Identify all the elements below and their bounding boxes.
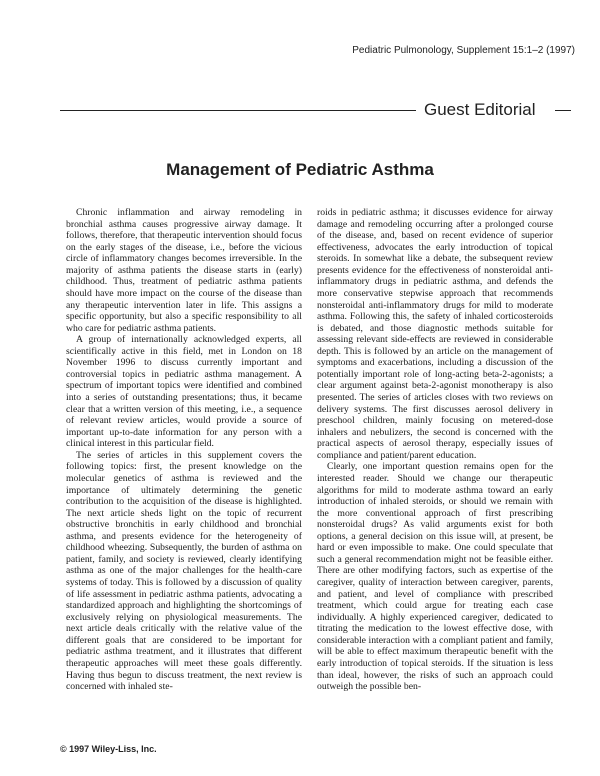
- paragraph: A group of internationally acknowledged experts, all scientifically active in this field, met in London on 18 November 1996 to discuss currently important and controversial topics in pediatric asthma management. A spectrum of important topics were identified and combined into a series of outstanding presentations; thus, it became clear that a written version of this meeting, i.e., a sequence of relevant review articles, would provide a source of important up-to-date information for any person with a clinical interest in this particular field.: [66, 334, 302, 450]
- paragraph: Clearly, one important question remains open for the interested reader. Should we change our therapeutic algorithms for mild to moderate asthma toward an early introduction of inhaled steroids, or should we remain with the more conventional approach of first prescribing nonsteroidal drugs? As valid arguments exist for both options, a general decision on this issue will, at present, be hard or even impossible to make. One could speculate that such a general recommendation might not be feasible either. There are other modifying factors, such as expertise of the caregiver, quality of interaction between caregiver, parents, and patient, and level of compliance with prescribed treatment, which could argue for treating each case individually. A highly experienced caregiver, dedicated to titrating the medication to the lowest effective dose, with considerable interaction with a compliant patient and family, will be able to effect maximum therapeutic benefit with the early introduction of topical steroids. If the situation is less than ideal, however, the risks of such an approach could outweigh the possible ben-: [317, 461, 553, 693]
- right-column: [317, 207, 553, 693]
- header-rule-left: [60, 110, 416, 111]
- header-rule-right: [555, 110, 571, 111]
- left-column: [66, 207, 302, 693]
- paragraph: The series of articles in this supplement covers the following topics: first, the present knowledge on the molecular genetics of asthma is reviewed and the importance of ultimately determining the genetic contribution to the acquisition of the disease is highlighted. The next article sheds light on the topic of recurrent obstructive bronchitis in early childhood and bronchial asthma, and presents evidence for the heterogeneity of childhood wheezing. Subsequently, the burden of asthma on patient, family, and society is reviewed, clearly identifying asthma as one of the major challenges for the health-care systems of today. This is followed by a discussion of quality of life assessment in pediatric asthma patients, advocating a standardized approach and highlighting the shortcomings of exclusively relying on physiological measurements. The next article deals critically with the relative value of the different goals that are considered to be important for pediatric asthma treatment, and it illustrates that different therapeutic approaches will meet these goals differently. Having thus begun to discuss treatment, the next review is concerned with inhaled ste-: [66, 449, 302, 693]
- article-title: Management of Pediatric Asthma: [166, 160, 434, 179]
- paragraph: roids in pediatric asthma; it discusses evidence for airway damage and remodeling occurring after a prolonged course of the disease, and, based on recent evidence of superior effectiveness, advocates the early introduction of topical steroids. In somewhat like a debate, the subsequent review presents evidence for the effectiveness of nonsteroidal anti-inflammatory drugs in pediatric asthma, and defends the more conservative stepwise approach that recommends nonsteroidal anti-inflammatory drugs for mild to moderate asthma. Following this, the safety of inhaled corticosteroids is debated, and those diagnostic methods suitable for assessing relevant side-effects are reviewed in considerable depth. This is followed by an article on the management of symptoms and exacerbations, including a discussion of the potentially important role of long-acting beta-2-agonists; a clear argument against beta-2-agonist monotherapy is also presented. The series of articles closes with two reviews on delivery systems. The first discusses aerosol delivery in preschool children, mainly focusing on metered-dose inhalers and nebulizers, the second is concerned with the practical aspects of aerosol therapy, especially issues of compliance and patient/parent education.: [317, 207, 553, 461]
- journal-citation: Pediatric Pulmonology, Supplement 15:1–2 (1997): [352, 45, 575, 56]
- copyright-notice: © 1997 Wiley-Liss, Inc.: [60, 744, 157, 754]
- paragraph: Chronic inflammation and airway remodeling in bronchial asthma causes progressive airway damage. It follows, therefore, that therapeutic intervention should focus on the early stages of the disease, i.e., before the vicious circle of inflammatory changes becomes irreversible. In the majority of asthma patients the disease starts in (early) childhood. Thus, treatment of pediatric asthma patients should have more impact on the course of the disease than any therapeutic intervention later in life. This assigns a specific opportunity, but also a specific responsibility to all who care for pediatric asthma patients.: [66, 207, 302, 334]
- section-label: Guest Editorial: [424, 100, 536, 119]
